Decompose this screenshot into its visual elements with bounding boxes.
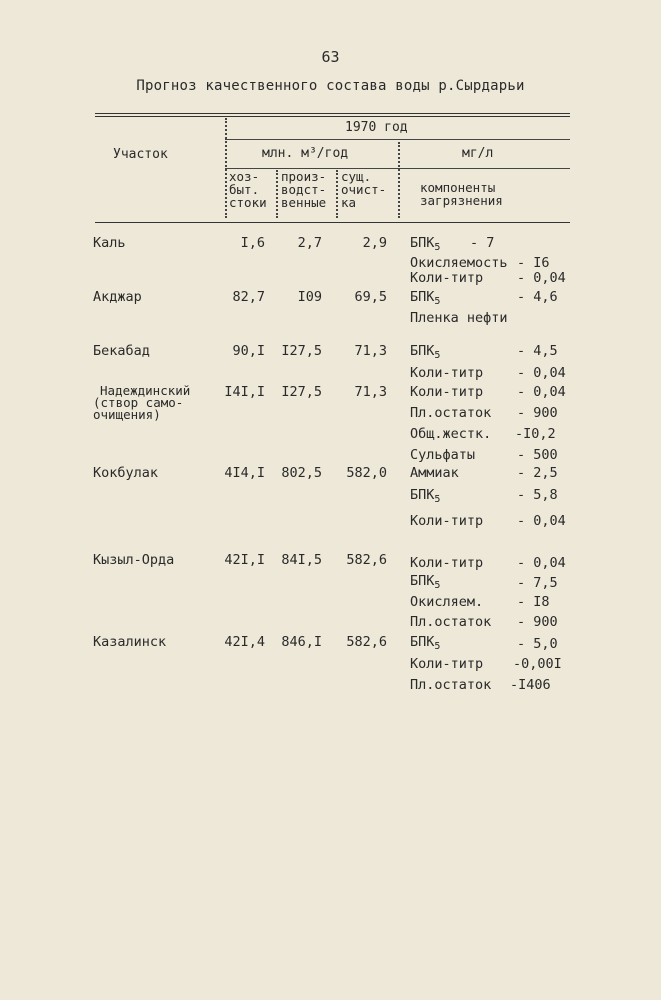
row-treatment: 582,6 (346, 634, 387, 650)
component-value: - 0,04 (517, 555, 566, 571)
component-value: -I0,2 (515, 426, 556, 442)
component-name: Аммиак (410, 465, 459, 481)
row-site: Кызыл-Орда (93, 552, 175, 568)
row-treatment: 69,5 (354, 289, 387, 305)
component-name: Коли-титр (410, 384, 484, 400)
header-col-industrial: произ- водст- венные (281, 169, 327, 210)
header-separator-4 (398, 142, 400, 218)
component-value: - I8 (517, 594, 550, 610)
header-unit-volume: млн. м³/год (262, 146, 349, 161)
component-value: - 7 (470, 235, 495, 251)
component-value: -I406 (510, 677, 551, 693)
component-value: - 0,04 (517, 365, 566, 381)
component-name: Пл.остаток (410, 677, 492, 693)
component-name: Коли-титр (410, 555, 484, 571)
page-title: Прогноз качественного состава воды р.Сырдарьи (136, 78, 525, 94)
header-bottom-rule (95, 222, 570, 223)
row-industrial: I27,5 (281, 384, 322, 400)
component-value: - 7,5 (517, 575, 558, 591)
component-name: $БПК_5$ (410, 235, 441, 253)
component-name: $БПК_5$ (410, 289, 441, 307)
component-name: $БПК_5$ (410, 634, 441, 652)
table-top-rule (95, 113, 570, 114)
row-industrial: 802,5 (281, 465, 322, 481)
component-name: Коли-титр (410, 656, 484, 672)
row-industrial: 846,I (281, 634, 322, 650)
component-name: Окисляем. (410, 594, 484, 610)
component-name: $БПК_5$ (410, 573, 441, 591)
row-site: Бекабад (93, 343, 150, 359)
row-industrial: I27,5 (281, 343, 322, 359)
component-name: Коли-титр (410, 270, 484, 286)
component-value: - 4,5 (517, 343, 558, 359)
row-industrial: 84I,5 (281, 552, 322, 568)
component-value: - I6 (517, 255, 550, 271)
component-value: - 0,04 (517, 513, 566, 529)
row-site: Кокбулак (93, 465, 159, 481)
component-name: Сульфаты (410, 447, 476, 463)
page-number: 63 (321, 48, 340, 66)
component-value: - 5,0 (517, 636, 558, 652)
row-treatment: 71,3 (354, 384, 387, 400)
header-col-treatment: сущ. очист- ка (341, 169, 387, 210)
row-domestic: 90,I (232, 343, 265, 359)
row-domestic: 42I,I (224, 552, 265, 568)
row-domestic: 42I,4 (224, 634, 265, 650)
component-value: - 900 (517, 405, 558, 421)
header-col-components: компоненты загрязнения (420, 180, 503, 208)
component-value: -0,00I (513, 656, 562, 672)
header-site: Участок (113, 147, 168, 162)
component-name: Коли-титр (410, 513, 484, 529)
component-name: Пл.остаток (410, 614, 492, 630)
header-unit-conc: мг/л (462, 146, 494, 161)
component-name: $БПК_5$ (410, 487, 441, 505)
header-separator-2 (276, 170, 278, 218)
component-name: Окисляемость (410, 255, 508, 271)
row-domestic: I,6 (240, 235, 265, 251)
component-name: Общ.жестк. (410, 426, 492, 442)
row-site: Казалинск (93, 634, 167, 650)
header-separator-3 (336, 170, 338, 218)
row-domestic: 82,7 (232, 289, 265, 305)
row-treatment: 582,6 (346, 552, 387, 568)
row-treatment: 582,0 (346, 465, 387, 481)
component-value: - 500 (517, 447, 558, 463)
table-top-rule-double (95, 116, 570, 117)
row-treatment: 2,9 (362, 235, 387, 251)
row-domestic: I4I,I (224, 384, 265, 400)
component-value: - 900 (517, 614, 558, 630)
header-col-domestic: хоз- быт. стоки (229, 169, 267, 210)
row-industrial: 2,7 (297, 235, 322, 251)
component-value: - 5,8 (517, 487, 558, 503)
component-value: - 0,04 (517, 270, 566, 286)
row-domestic: 4I4,I (224, 465, 265, 481)
row-site: Надеждинский (створ само- очищения) (93, 383, 191, 422)
component-value: - 0,04 (517, 384, 566, 400)
row-site: Акджар (93, 289, 142, 305)
component-value: - 2,5 (517, 465, 558, 481)
row-treatment: 71,3 (354, 343, 387, 359)
row-industrial: I09 (297, 289, 322, 305)
component-name: $БПК_5$ (410, 343, 441, 361)
year-underline (225, 139, 570, 140)
row-site: Каль (93, 235, 126, 251)
header-separator-1 (225, 118, 227, 218)
component-name: Коли-титр (410, 365, 484, 381)
component-name: Пл.остаток (410, 405, 492, 421)
component-name: Пленка нефти (410, 310, 508, 326)
header-year: 1970 год (345, 120, 408, 135)
component-value: - 4,6 (517, 289, 558, 305)
